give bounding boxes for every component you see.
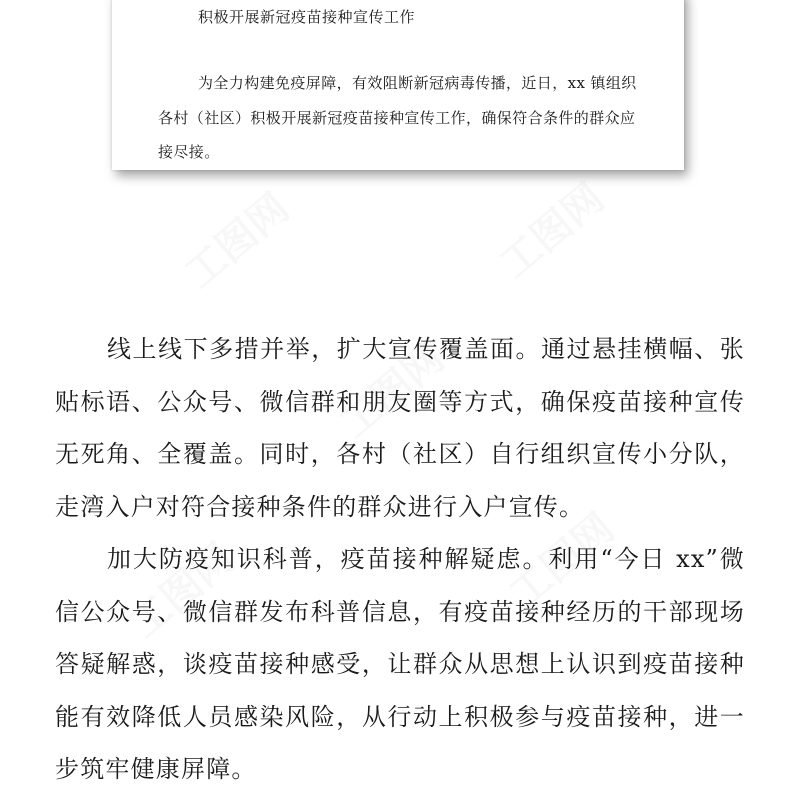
watermark-text: 工图网 bbox=[491, 174, 613, 288]
watermark-text: 工图网 bbox=[331, 334, 453, 448]
card-paragraph: 为全力构建免疫屏障，有效阻断新冠病毒传播，近日，xx 镇组织各村（社区）积极开展新冠疫苗接种宣传工作，确保符合条件的群众应接尽接。 bbox=[158, 74, 637, 161]
card-title: 积极开展新冠疫苗接种宣传工作 bbox=[198, 8, 416, 26]
card-body bbox=[158, 66, 648, 170]
watermark-text: 工图网 bbox=[176, 184, 298, 298]
article-paragraph-1: 线上线下多措并举，扩大宣传覆盖面。通过悬挂横幅、张贴标语、公众号、微信群和朋友圈等方式，确保疫苗接种宣传无死角、全覆盖。同时，各村（社区）自行组织宣传小分队，走湾入户对符合接种条件的群众进行入户宣传。 bbox=[55, 335, 745, 521]
document-card bbox=[112, 0, 684, 170]
watermark-text: 工图网 bbox=[501, 504, 623, 618]
watermark-text: 工图网 bbox=[121, 534, 243, 648]
article-body bbox=[55, 323, 745, 796]
article-paragraph-2: 加大防疫知识科普，疫苗接种解疑虑。利用“今日 xx”微信公众号、微信群发布科普信息，有疫苗接种经历的干部现场答疑解惑，谈疫苗接种感受，让群众从思想上认识到疫苗接种能有效降低人员感染风险，从行动上积极参与疫苗接种，进一步筑牢健康屏障。 bbox=[55, 545, 745, 783]
